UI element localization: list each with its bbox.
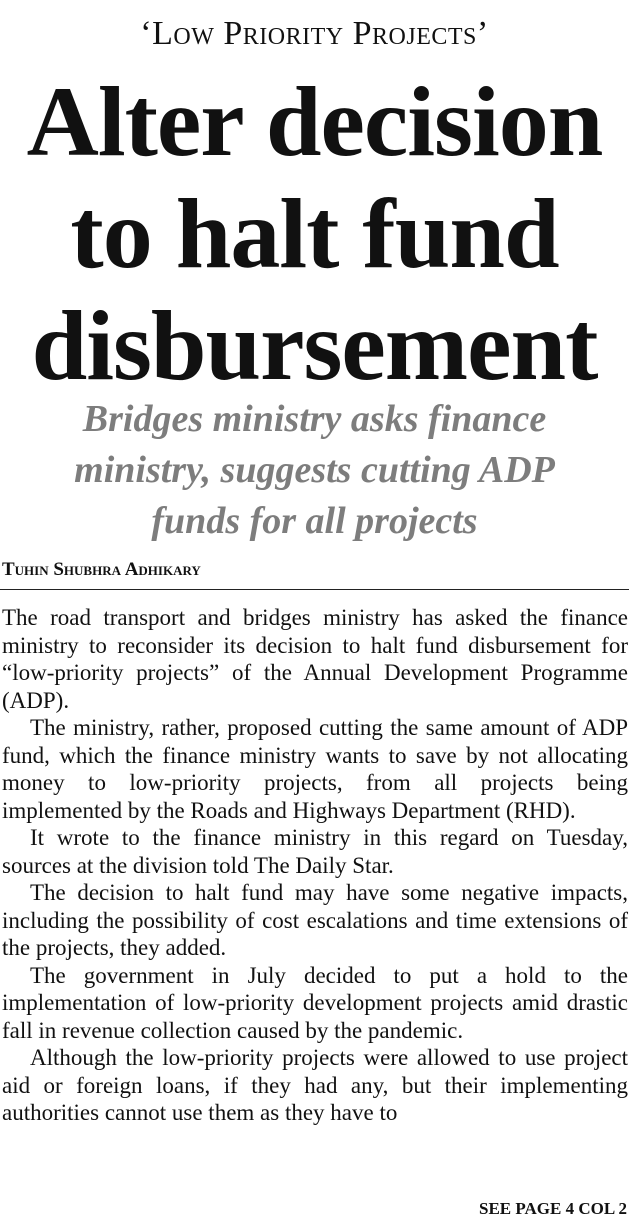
body-paragraph: The road transport and bridges ministry has asked the finance ministry to reconsider its decision to halt fund disbursement for “low-priority projects” of the Annual Development Programme (ADP).: [2, 605, 628, 713]
kicker: ‘Low Priority Projects’: [140, 15, 489, 52]
headline-line: to halt fund: [70, 178, 559, 289]
headline-line: Alter decision: [26, 66, 603, 177]
subheadline-line: funds for all projects: [151, 500, 478, 542]
subheadline: [0, 394, 629, 547]
byline-divider: [0, 589, 629, 590]
body-paragraph: It wrote to the finance ministry in this regard on Tuesday, sources at the division told The Daily Star.: [2, 825, 628, 878]
subheadline-line: ministry, suggests cutting ADP: [74, 449, 555, 491]
body-paragraph: The government in July decided to put a hold to the implementation of low-priority development projects amid drastic fall in revenue collection caused by the pandemic.: [2, 962, 628, 1043]
body-paragraph: Although the low-priority projects were allowed to use project aid or foreign loans, if they had any, but their implementing authorities cannot use them as they have to: [2, 1045, 628, 1125]
headline-line: disbursement: [31, 290, 598, 401]
byline: Tuhin Shubhra Adhikary: [2, 559, 201, 580]
article-body: [2, 604, 628, 1127]
body-paragraph: The decision to halt fund may have some negative impacts, including the possibility of cost escalations and time extensions of the projects, they added.: [2, 880, 628, 960]
subheadline-line: Bridges ministry asks finance: [82, 398, 547, 440]
body-paragraph: The ministry, rather, proposed cutting the same amount of ADP fund, which the finance ministry wants to save by not allocating money to low-priority projects, from all projects being implemented by the Roads and Highways Department (RHD).: [2, 715, 628, 823]
continuation-jump-line: SEE PAGE 4 COL 2: [479, 1199, 627, 1218]
headline: [0, 66, 629, 402]
